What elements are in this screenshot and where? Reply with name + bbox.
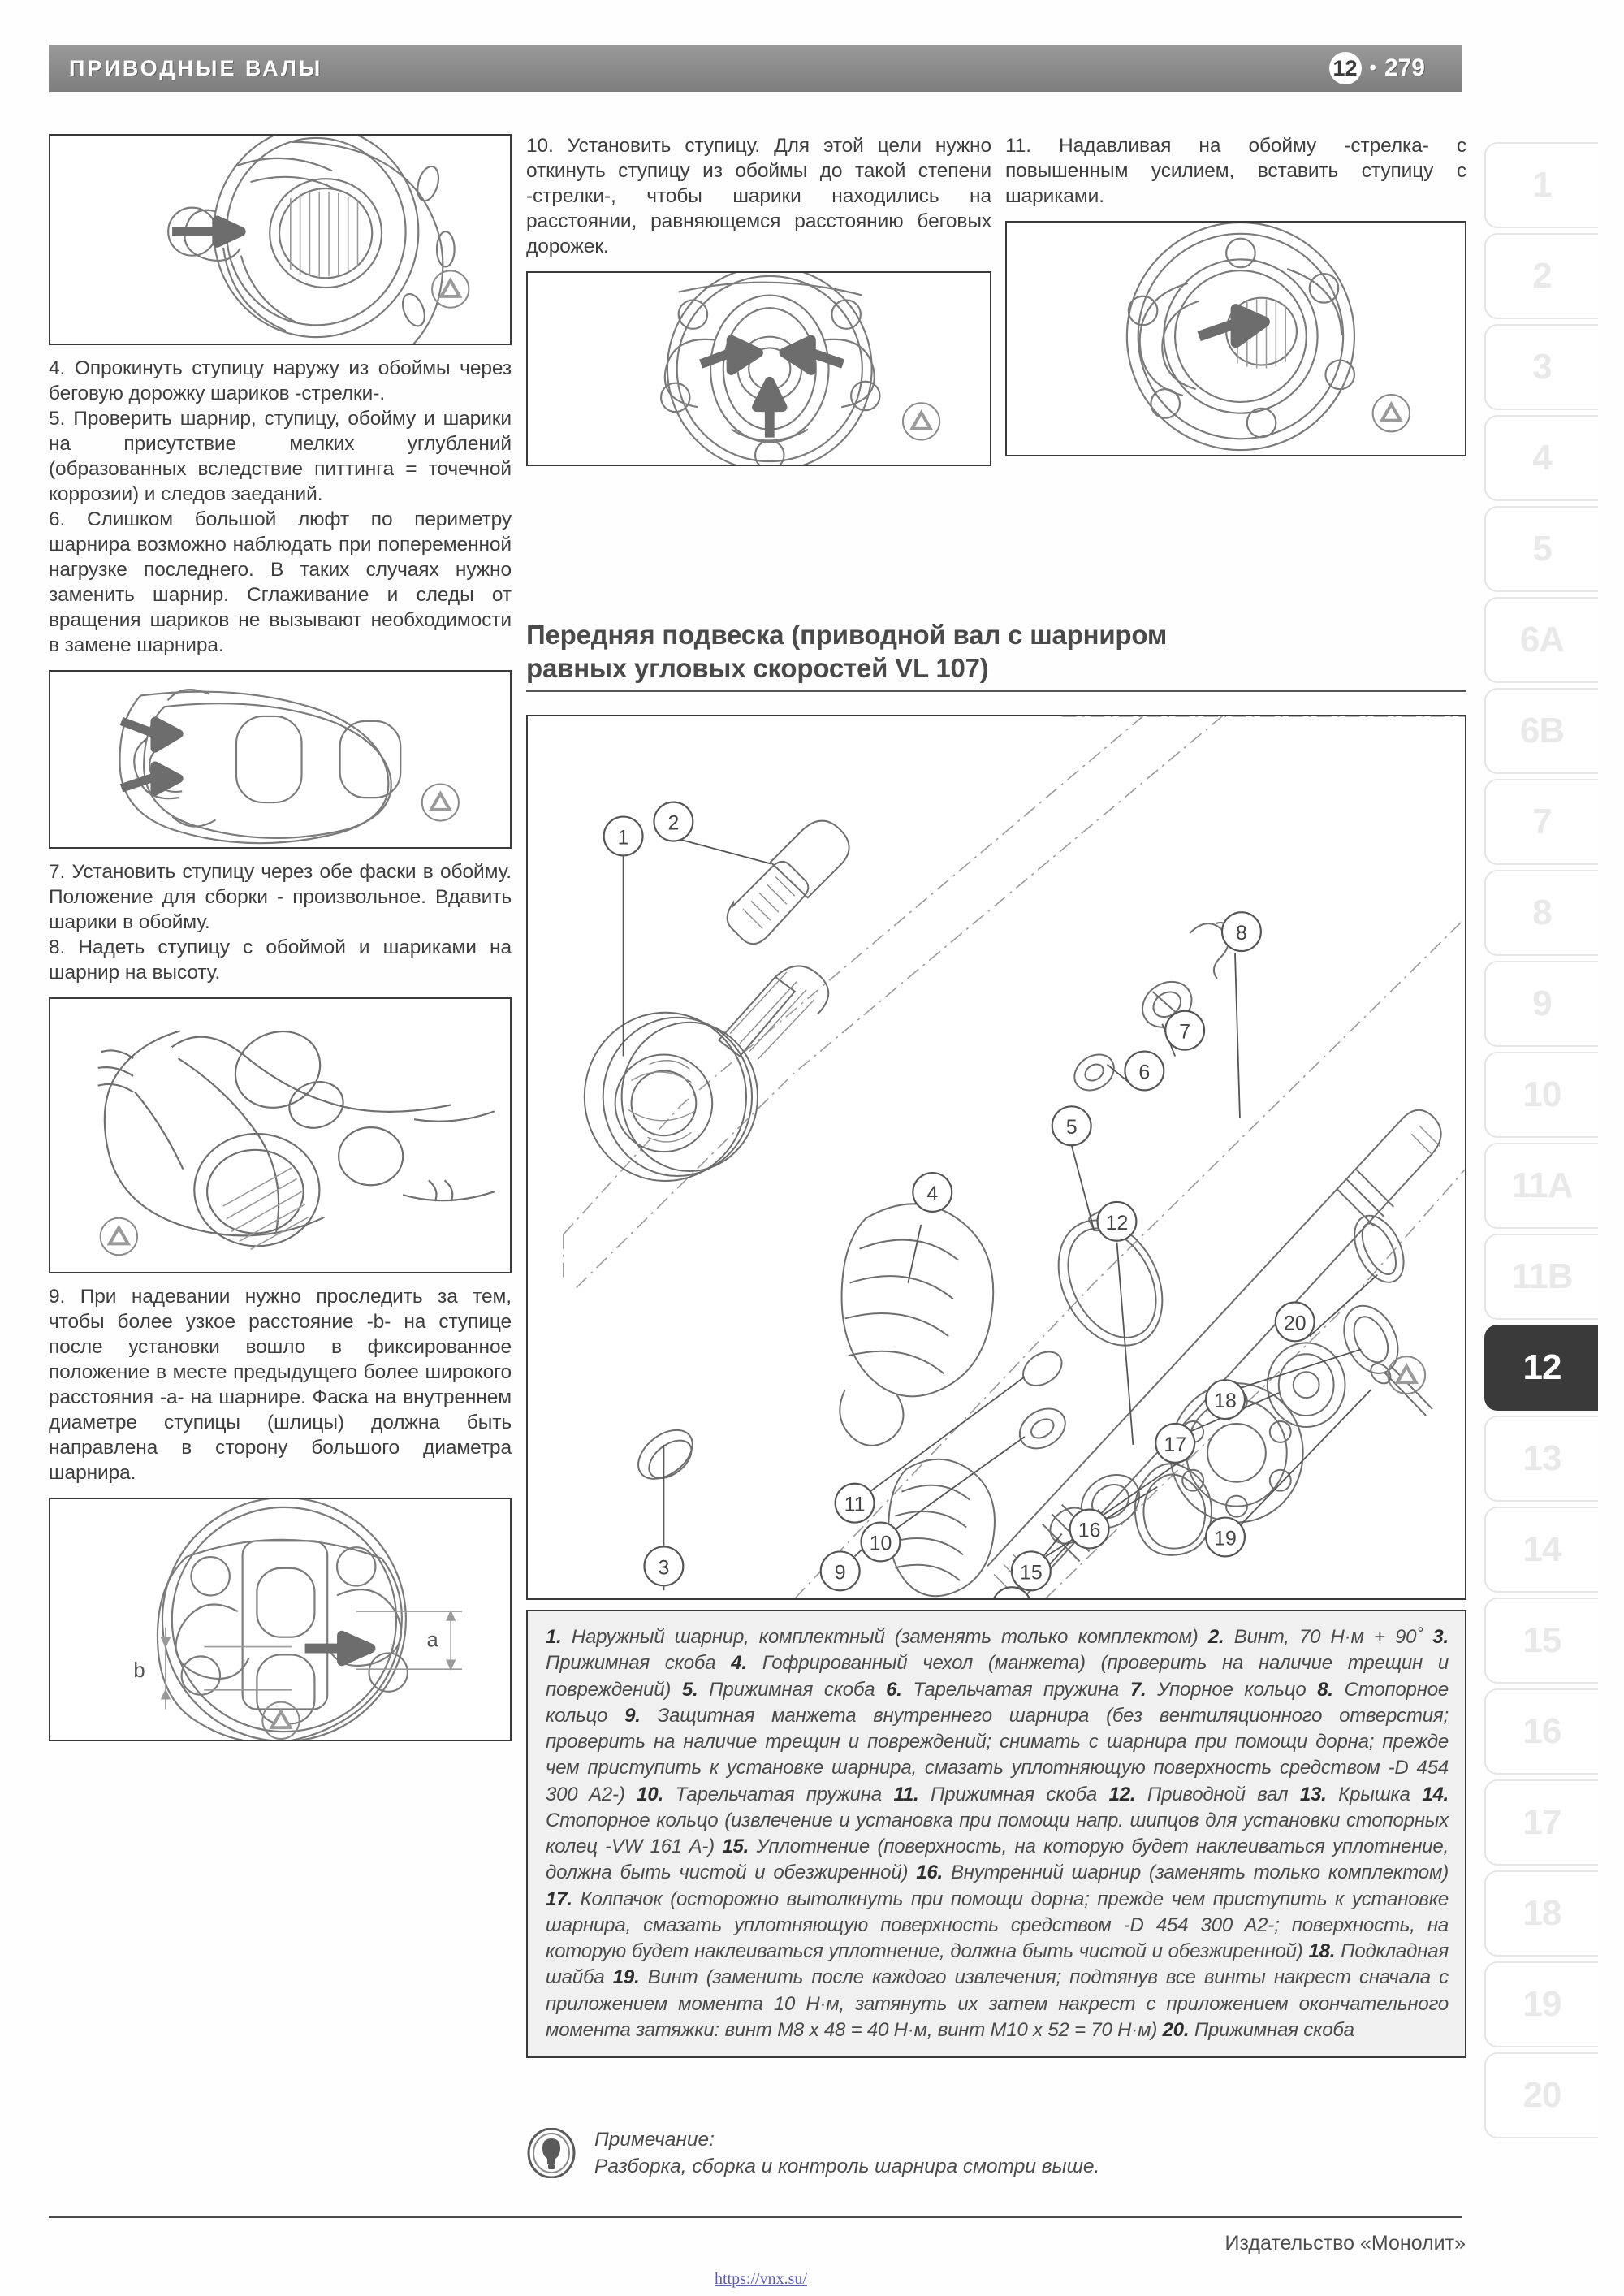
- page-title: ПРИВОДНЫЕ ВАЛЫ: [69, 55, 323, 80]
- callout-10: [862, 1523, 901, 1562]
- warning-triangle-icon: [422, 784, 459, 820]
- figure-insert-hub-with-balls: [1005, 221, 1466, 456]
- section-heading-line1: Передняя подвеска (приводной вал с шарниром: [526, 620, 1168, 650]
- svg-text:10: 10: [869, 1532, 892, 1555]
- step-9-text: 9. При надевании нужно проследить за тем, чтобы более узкое расстояние -b- на ступице после установки вошло в фиксированное положение в месте предыдущего более широкого расстояния -a- на шарнире. Фаска на внутреннем диаметре ступицы (шлицы) должна быть направлена в сторону большого диаметра шарнира.: [49, 1285, 512, 1484]
- tab-chapter-16[interactable]: 16: [1484, 1688, 1598, 1775]
- warning-triangle-icon: [101, 1218, 137, 1255]
- note-title: Примечание:: [594, 2129, 715, 2151]
- note-body: Разборка, сборка и контроль шарнира смотри выше.: [594, 2155, 1100, 2178]
- callout-18: [1206, 1380, 1245, 1419]
- source-url-link[interactable]: https://vnx.su/: [715, 2270, 807, 2288]
- step-8-text: 8. Надеть ступицу с обоймой и шариками на шарнир на высоту.: [49, 936, 512, 984]
- step-7-text: 7. Установить ступицу через обе фаски в обойму. Положение для сборки - произвольное. Вдавить шарики в обойму.: [49, 860, 512, 933]
- svg-text:19: 19: [1214, 1527, 1237, 1550]
- lightbulb-icon: [526, 2126, 577, 2182]
- step-10-text: 10. Установить ступицу. Для этой цели нужно откинуть ступицу из обоймы до такой степени -стрелки-, чтобы шарики находились на расстоянии, равняющемся расстоянию беговых дорожек.: [526, 135, 991, 257]
- parts-legend-text: 1. Наружный шарнир, комплектный (заменять только комплектом) 2. Винт, 70 Н·м + 90˚ 3. Прижимная скоба 4. Гофрированный чехол (манжета) (проверить на наличие трещин и повреждений) 5. Прижимная скоба 6. Тарельчатая пружина 7. Упорное кольцо 8. Стопорное кольцо 9. Защитная манжета внутреннего шарнира (без вентиляционного отверстия; проверить на наличие трещин и повреждений; снимать с шарнира при помощи дорна; прежде чем приступить к установке шарнира, смазать уплотняющую поверхность средством -D 454 300 A2-) 10. Тарельчатая пружина 11. Прижимная скоба 12. Приводной вал 13. Крышка 14. Стопорное кольцо (извлечение и установка при помощи напр. шипцов для установки стопорных колец -VW 161 A-) 15. Уплотнение (поверхность, на которую будет наклеиваться уплотнение, должна быть чистой и обезжиренной) 16. Внутренний шарнир (заменять только комплектом) 17. Колпачок (осторожно вытолкнуть при помощи дорна; прежде чем приступить к установке шарнира, смазать уплотняющую поверхность средством -D 454 300 A2-; поверхность, на которую будет наклеиваться уплотнение, должна быть чистой и обезжиренной) 18. Подкладная шайба 19. Винт (заменить после каждого извлечения; подтянув все винты накрест сначала с приложением момента 10 Н·м, затянуть их затем накрест с приложением окончательного момента затяжки: винт M8 x 48 = 40 Н·м, винт M10 x 52 = 70 Н·м) 20. Прижимная скоба: [546, 1626, 1449, 2041]
- callout-7: [1165, 1011, 1204, 1050]
- tab-chapter-19[interactable]: 19: [1484, 1961, 1598, 2047]
- callout-9: [821, 1551, 860, 1590]
- callout-3: [645, 1546, 684, 1585]
- tab-chapter-2[interactable]: 2: [1484, 233, 1598, 319]
- tab-chapter-3[interactable]: 3: [1484, 324, 1598, 410]
- page-number: 279: [1384, 54, 1425, 81]
- warning-triangle-icon: [1388, 1356, 1425, 1394]
- svg-text:5: 5: [1065, 1116, 1078, 1139]
- svg-text:2: 2: [667, 811, 680, 835]
- callout-12: [1098, 1202, 1137, 1241]
- callout-11: [836, 1484, 875, 1523]
- tab-chapter-8[interactable]: 8: [1484, 870, 1598, 956]
- svg-text:4: 4: [926, 1182, 939, 1205]
- tab-chapter-10[interactable]: 10: [1484, 1052, 1598, 1138]
- warning-triangle-icon: [1373, 395, 1410, 431]
- tab-chapter-4[interactable]: 4: [1484, 415, 1598, 501]
- tab-chapter-17[interactable]: 17: [1484, 1779, 1598, 1866]
- callout-6: [1125, 1052, 1164, 1091]
- svg-text:18: 18: [1214, 1390, 1237, 1413]
- tab-chapter-5[interactable]: 5: [1484, 506, 1598, 592]
- svg-text:8: 8: [1236, 922, 1247, 945]
- svg-text:16: 16: [1078, 1519, 1101, 1542]
- diagram-callout-group: [604, 802, 1315, 1599]
- tab-chapter-11b[interactable]: 11B: [1484, 1234, 1598, 1320]
- svg-text:20: 20: [1283, 1312, 1307, 1335]
- footer-divider: [49, 2216, 1462, 2218]
- exploded-parts-diagram: [526, 715, 1466, 1600]
- step-4-text: 4. Опрокинуть ступицу наружу из обоймы через беговую дорожку шариков -стрелки-.: [49, 357, 512, 404]
- svg-text:12: 12: [1105, 1211, 1129, 1234]
- note-text-wrap: [594, 2126, 1099, 2180]
- callout-16: [1070, 1510, 1109, 1549]
- callout-5: [1052, 1106, 1091, 1145]
- tab-chapter-14[interactable]: 14: [1484, 1507, 1598, 1593]
- figure-cv-joint-tilt: [49, 134, 512, 345]
- callout-17: [1155, 1424, 1194, 1463]
- publisher-label: Издательство «Монолит»: [1224, 2232, 1466, 2255]
- page-header: [49, 45, 1462, 92]
- callout-8: [1222, 912, 1261, 951]
- section-heading: [526, 619, 1466, 692]
- step-5-text: 5. Проверить шарнир, ступицу, обойму и шарики на присутствие мелких углублений (образованных вследствие питтинга = точечной коррозии) и следов заеданий.: [49, 407, 512, 505]
- middle-column: [526, 134, 991, 466]
- tab-chapter-9[interactable]: 9: [1484, 961, 1598, 1047]
- warning-triangle-icon: [903, 403, 939, 439]
- tab-chapter-11a[interactable]: 11A: [1484, 1143, 1598, 1229]
- tab-chapter-18[interactable]: 18: [1484, 1870, 1598, 1957]
- callout-2: [654, 802, 693, 841]
- section-heading-rule: [526, 690, 1466, 692]
- section-heading-line2: равных угловых скоростей VL 107): [526, 652, 989, 683]
- chapter-tab-index: [1484, 142, 1598, 2143]
- tab-chapter-15[interactable]: 15: [1484, 1598, 1598, 1684]
- svg-text:14: [1000, 1597, 1023, 1598]
- svg-text:3: 3: [658, 1556, 670, 1580]
- callout-20: [1276, 1302, 1315, 1341]
- callout-1: [604, 817, 643, 856]
- svg-text:15: 15: [1019, 1561, 1043, 1585]
- right-column: [1005, 134, 1466, 456]
- dimension-label-a: a: [426, 1628, 438, 1652]
- figure-hub-dimensions: [49, 1498, 512, 1741]
- figure-cage-window: [49, 670, 512, 849]
- chapter-badge: 12: [1329, 52, 1362, 84]
- callout-15: [1012, 1551, 1051, 1590]
- warning-triangle-icon: [432, 270, 469, 307]
- figure-hub-tilt-arrows: [526, 271, 991, 466]
- tab-chapter-13[interactable]: 13: [1484, 1416, 1598, 1502]
- header-page-indicator: [1329, 52, 1462, 84]
- callout-4: [913, 1173, 952, 1212]
- header-dot-separator: •: [1369, 57, 1376, 79]
- svg-text:17: 17: [1164, 1433, 1187, 1456]
- dimension-label-b: b: [133, 1658, 145, 1682]
- tab-chapter-1[interactable]: 1: [1484, 142, 1598, 228]
- figure-hands-pressing-hub: [49, 997, 512, 1273]
- tab-chapter-7[interactable]: 7: [1484, 779, 1598, 865]
- tab-chapter-12[interactable]: 12: [1484, 1325, 1598, 1411]
- left-column: [49, 134, 512, 1741]
- svg-text:9: 9: [834, 1561, 846, 1585]
- tab-chapter-20[interactable]: 20: [1484, 2052, 1598, 2138]
- svg-text:11: 11: [844, 1493, 866, 1516]
- svg-text:7: 7: [1179, 1020, 1191, 1044]
- svg-text:6: 6: [1138, 1061, 1151, 1084]
- parts-legend: [526, 1610, 1466, 2058]
- svg-text:1: 1: [617, 826, 629, 850]
- tab-chapter-6a[interactable]: 6A: [1484, 597, 1598, 683]
- step-6-text: 6. Слишком большой люфт по периметру шарнира возможно наблюдать при попеременной нагрузке последнего. В таких случаях нужно заменить шарнир. Сглаживание и следы от вращения шариков не вызывают необходимости в замене шарнира.: [49, 508, 512, 656]
- step-11-text: 11. Надавливая на обойму -стрелка- с повышенным усилием, вставить ступицу с шариками.: [1005, 135, 1466, 207]
- note-block: [526, 2126, 1466, 2182]
- tab-chapter-6b[interactable]: 6B: [1484, 688, 1598, 774]
- callout-19: [1206, 1518, 1245, 1557]
